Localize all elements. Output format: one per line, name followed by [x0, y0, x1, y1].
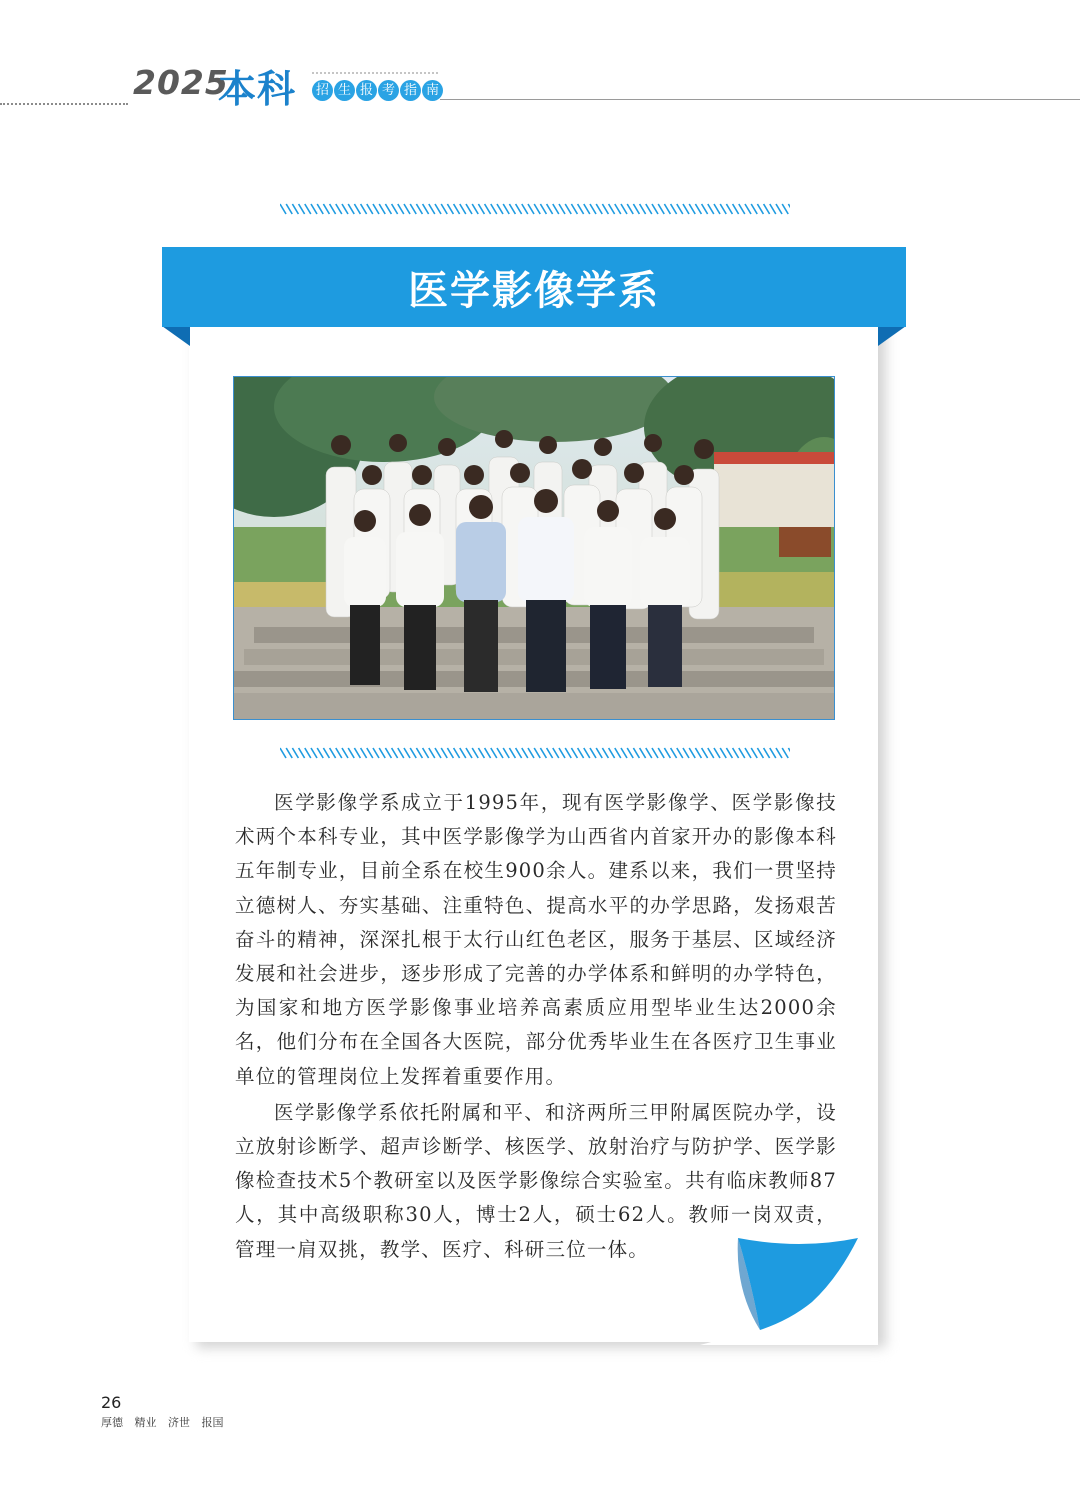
bottom-zigzag-divider [280, 747, 790, 759]
header-year: 2025 [133, 63, 229, 102]
title-fold-left [162, 326, 190, 346]
header-rule [440, 99, 1080, 100]
title-banner [162, 247, 906, 327]
subtitle-char: 生 [334, 80, 355, 101]
paragraph-1: 医学影像学系成立于1995年，现有医学影像学、医学影像技术两个本科专业，其中医学影像学为山西省内首家开办的影像本科五年制专业，目前全系在校生900余人。建系以来，我们一贯坚持立德树人、夯实基础、注重特色、提高水平的办学思路，发扬艰苦奋斗的精神，深深扎根于太行山红色老区，服务于基层、区域经济发展和社会进步，逐步形成了完善的办学体系和鲜明的办学特色，为国家和地方医学影像事业培养高素质应用型毕业生达2000余名，他们分布在全国各大医院，部分优秀毕业生在各医疗卫生事业单位的管理岗位上发挥着重要作用。 [235, 791, 837, 1088]
footer-motto: 厚德 精业 济世 报国 [101, 1416, 224, 1429]
subtitle-char: 招 [312, 80, 333, 101]
paragraph-2: 医学影像学系依托附属和平、和济两所三甲附属医院办学，设立放射诊断学、超声诊断学、核医学、放射治疗与防护学、医学影像检查技术5个教研室以及医学影像综合实验室。共有临床教师87人，其中高级职称30人，博士2人，硕士62人。教师一岗双责，管理一肩双挑，教学、医疗、科研三位一体。 [235, 1100, 837, 1261]
subtitle-char: 南 [422, 80, 443, 101]
body-text [235, 786, 837, 1267]
title-fold-right [878, 326, 906, 346]
subtitle-char: 报 [356, 80, 377, 101]
header-subtitle [312, 80, 443, 101]
subtitle-char: 考 [378, 80, 399, 101]
header-benke: 本科 [218, 67, 297, 111]
top-zigzag-divider [280, 203, 790, 215]
group-photo-icon [234, 377, 834, 719]
page-number: 26 [101, 1393, 122, 1412]
subtitle-char: 指 [400, 80, 421, 101]
group-photo [233, 376, 835, 720]
header-subtitle-dots [312, 72, 438, 74]
section-title: 医学影像学系 [408, 266, 660, 314]
header-dotted-rule [0, 103, 128, 105]
